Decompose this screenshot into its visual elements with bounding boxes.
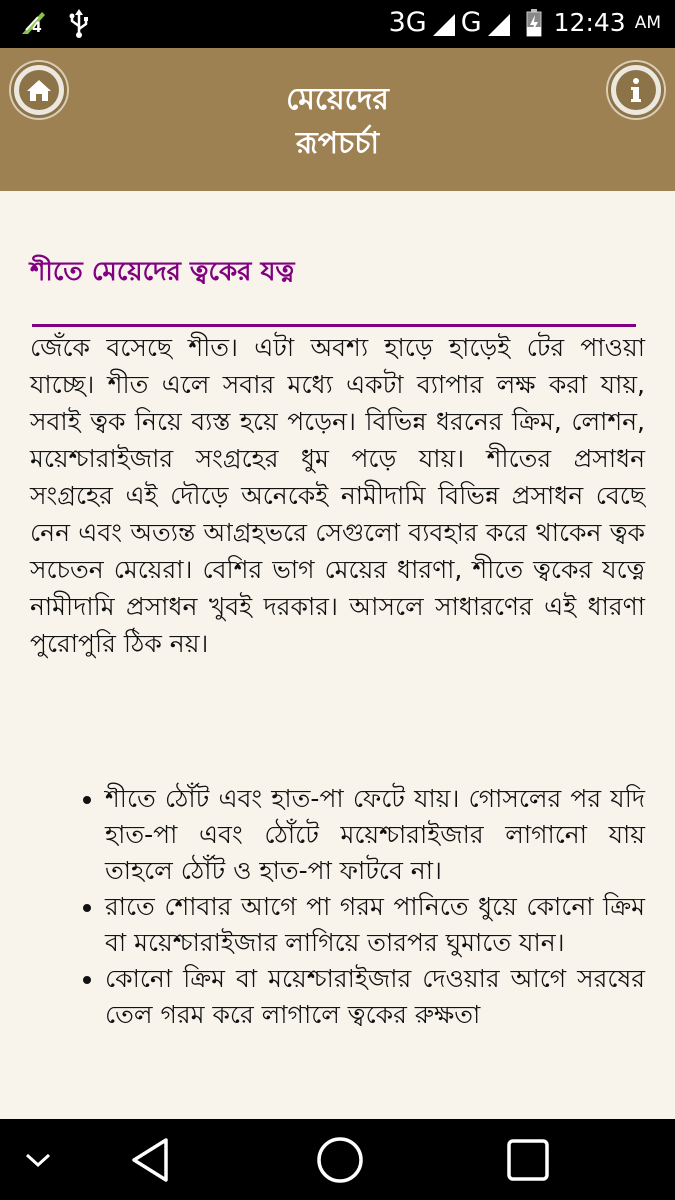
status-bar [0,0,675,48]
home-button[interactable] [11,62,67,118]
app-title-line1: মেয়েদের [286,82,389,117]
article-body: জেঁকে বসেছে শীত। এটা অবশ্য হাড়ে হাড়েই টের পাওয়া যাচ্ছে। শীত এলে সবার মধ্যে একটা ব্যাপার লক্ষ করা যায়, সবাই ত্বক নিয়ে ব্যস্ত হয়ে পড়েন। বিভিন্ন ধরনের ক্রিম, লোশন, ময়েশ্চারাইজার সংগ্রহের ধুম পড়ে যায়। শীতের প্রসাধন সংগ্রহের এই দৌড়ে অনেকেই নামীদামি বিভিন্ন প্রসাধন বেছে নেন এবং অত্যন্ত আগ্রহভরে সেগুলো ব্যবহার করে থাকেন ত্বক সচেতন মেয়েরা। বেশির ভাগ মেয়ের ধারণা, শীতে ত্বকের যত্নে নামীদামি প্রসাধন খুবই দরকার। আসলে সাধারণের এই ধারণা পুরোপুরি ঠিক নয়। [30,333,645,658]
notification-count: 4 [32,20,42,36]
home-icon [26,78,52,102]
chevron-down-icon [24,1151,52,1169]
status-system-icons [389,6,661,40]
info-button[interactable] [608,62,664,118]
system-nav-bar [0,1119,675,1200]
recents-button[interactable] [498,1119,558,1200]
network-type-secondary: G [460,7,482,38]
hide-nav-button[interactable] [12,1119,64,1200]
battery-charging-icon [526,9,542,37]
tips-list [60,781,645,1033]
signal-icon-primary [433,14,455,36]
back-icon [128,1136,172,1184]
app-notification-icon [18,8,48,38]
network-type-primary: 3G [388,7,427,38]
home-circle-icon [315,1135,365,1185]
list-item: • শীতে ঠোঁট এবং হাত-পা ফেটে যায়। গোসলের পর যদি হাত-পা এবং ঠোঁটে ময়েশ্চারাইজার লাগানো যায় তাহলে ঠোঁট ও হাত-পা ফাটবে না। [105,781,645,889]
heading-divider [32,324,636,327]
clock-ampm: AM [634,13,661,33]
app-title [140,78,535,166]
signal-icon-secondary [488,14,510,36]
article-content[interactable] [0,191,675,1119]
clock-time: 12:43 [553,8,626,37]
usb-icon [68,8,90,38]
status-notifications [18,8,90,38]
list-item: • রাতে শোবার আগে পা গরম পানিতে ধুয়ে কোনো ক্রিম বা ময়েশ্চারাইজার লাগিয়ে তারপর ঘুমাতে যান। [105,889,645,961]
home-nav-button[interactable] [308,1119,372,1200]
back-button[interactable] [120,1119,180,1200]
app-title-line2: রূপচর্চা [295,126,380,161]
article-heading: শীতে মেয়েদের ত্বকের যত্ন [30,257,295,287]
list-item: • কোনো ক্রিম বা ময়েশ্চারাইজার দেওয়ার আগে সরষের তেল গরম করে লাগালে ত্বকের রুক্ষতা [105,961,645,1033]
recents-icon [506,1138,550,1182]
app-header [0,48,675,191]
info-icon [629,77,643,103]
